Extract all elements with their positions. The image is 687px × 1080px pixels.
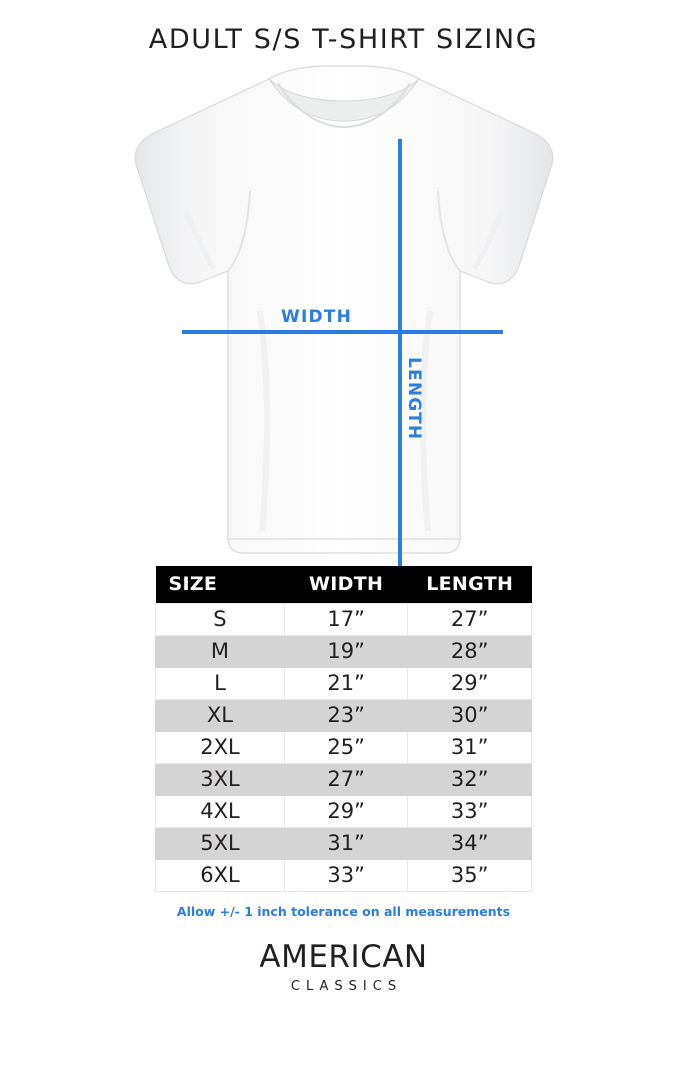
column-header-width: WIDTH [284,566,408,604]
cell-length: 31” [408,732,532,764]
cell-size: 5XL [156,828,285,860]
cell-length: 29” [408,668,532,700]
cell-width: 27” [284,764,408,796]
table-row [156,732,532,764]
cell-width: 29” [284,796,408,828]
cell-length: 33” [408,796,532,828]
cell-size: 6XL [156,860,285,892]
table-row [156,860,532,892]
cell-width: 19” [284,636,408,668]
cell-width: 17” [284,604,408,636]
brand-tagline: CLASSICS [290,979,403,994]
table-row [156,828,532,860]
brand-name: AMERICAN [259,939,428,975]
cell-size: S [156,604,285,636]
width-label: WIDTH [281,307,353,327]
cell-width: 23” [284,700,408,732]
cell-width: 31” [284,828,408,860]
cell-size: 4XL [156,796,285,828]
cell-size: 2XL [156,732,285,764]
tolerance-note: Allow +/- 1 inch tolerance on all measurements [176,904,511,919]
size-chart [155,566,532,919]
cell-length: 28” [408,636,532,668]
table-row [156,604,532,636]
table-row [156,668,532,700]
cell-width: 25” [284,732,408,764]
cell-width: 21” [284,668,408,700]
shirt-diagram [0,61,687,566]
column-header-length: LENGTH [408,566,532,604]
page-title: ADULT S/S T-SHIRT SIZING [148,24,539,55]
cell-size: XL [156,700,285,732]
cell-length: 35” [408,860,532,892]
table-row [156,700,532,732]
cell-length: 32” [408,764,532,796]
cell-size: L [156,668,285,700]
table-header [156,566,532,604]
table-header-row [156,566,532,604]
cell-size: 3XL [156,764,285,796]
table-row [156,796,532,828]
column-header-size: SIZE [156,566,285,604]
length-label: LENGTH [404,357,424,441]
brand-logo [0,919,687,994]
cell-length: 27” [408,604,532,636]
table-body [156,604,532,892]
table-row [156,636,532,668]
cell-width: 33” [284,860,408,892]
cell-length: 34” [408,828,532,860]
size-table [155,566,532,892]
cell-length: 30” [408,700,532,732]
table-row [156,764,532,796]
cell-size: M [156,636,285,668]
